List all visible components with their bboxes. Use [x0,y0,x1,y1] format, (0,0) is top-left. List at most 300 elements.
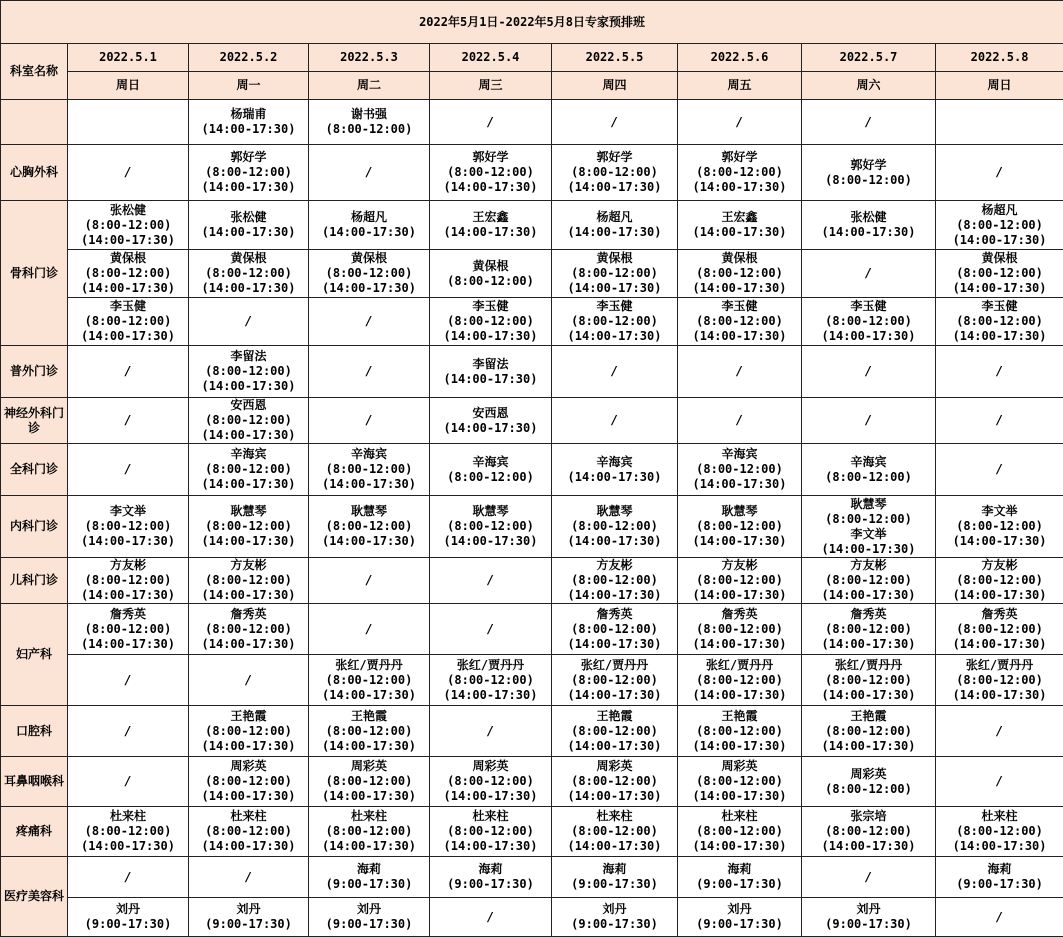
doctor-name: 刘丹 [678,902,801,917]
schedule-cell [936,346,1063,398]
schedule-cell [678,201,802,250]
time-slot: (8:00-12:00) [189,364,308,379]
schedule-cell [309,857,430,898]
time-slot: (14:00-17:30) [678,180,801,195]
doctor-name: 詹秀英 [552,607,677,622]
doctor-name: 张红/贾丹丹 [552,658,677,673]
schedule-cell [189,201,309,250]
time-slot: (8:00-12:00) [802,173,935,188]
date-header: 2022.5.6 [678,44,802,72]
time-slot: (8:00-12:00) [68,622,188,637]
no-schedule-mark: / [309,573,429,588]
schedule-row [1,298,1063,346]
schedule-cell [68,706,189,757]
doctor-name: 李玉健 [936,299,1063,314]
schedule-row [1,346,1063,398]
time-slot: (8:00-12:00) [936,314,1063,329]
time-slot: (14:00-17:30) [309,534,429,549]
schedule-cell [430,706,552,757]
no-schedule-mark: / [68,673,188,688]
no-schedule-mark: / [68,413,188,428]
schedule-cell [552,100,678,145]
time-slot: (8:00-12:00) [309,266,429,281]
no-schedule-mark: / [309,364,429,379]
schedule-row [1,898,1063,937]
schedule-row [1,558,1063,604]
doctor-name: 耿慧琴 [802,497,935,512]
doctor-name: 海莉 [309,862,429,877]
time-slot: (8:00-12:00) [802,573,935,588]
time-slot: (14:00-17:30) [189,477,308,492]
time-slot: (8:00-12:00) [802,314,935,329]
schedule-cell [678,807,802,857]
time-slot: (14:00-17:30) [802,739,935,754]
schedule-cell [189,298,309,346]
department-name: 妇产科 [1,604,68,706]
schedule-cell [802,444,936,496]
schedule-cell [189,496,309,558]
schedule-cell [552,655,678,706]
time-slot: (14:00-17:30) [430,329,551,344]
schedule-cell [678,857,802,898]
doctor-name: 辛海宾 [189,447,308,462]
schedule-cell [430,145,552,201]
doctor-name: 杨超凡 [552,210,677,225]
schedule-cell [802,496,936,558]
schedule-cell [552,807,678,857]
doctor-name: 谢书强 [309,107,429,122]
doctor-name: 王艳霞 [552,709,677,724]
time-slot: (8:00-12:00) [68,519,188,534]
time-slot: (14:00-17:30) [678,688,801,703]
time-slot: (14:00-17:30) [802,588,935,603]
schedule-cell [309,496,430,558]
schedule-cell [189,604,309,655]
doctor-name: 安西恩 [189,398,308,413]
time-slot: (14:00-17:30) [189,122,308,137]
department-name: 口腔科 [1,706,68,757]
time-slot: (8:00-12:00) [802,470,935,485]
doctor-name: 李玉健 [430,299,551,314]
doctor-name: 海莉 [552,862,677,877]
department-name: 骨科门诊 [1,201,68,346]
doctor-name: 刘丹 [68,902,188,917]
time-slot: (8:00-12:00) [678,774,801,789]
schedule-cell [309,201,430,250]
no-schedule-mark: / [936,165,1063,180]
time-slot: (9:00-17:30) [552,877,677,892]
schedule-cell [552,298,678,346]
time-slot: (9:00-17:30) [309,877,429,892]
schedule-cell [430,558,552,604]
time-slot: (14:00-17:30) [936,688,1063,703]
schedule-cell [936,145,1063,201]
doctor-name: 方友彬 [552,558,677,573]
no-schedule-mark: / [430,724,551,739]
no-schedule-mark: / [678,364,801,379]
doctor-name: 王艳霞 [309,709,429,724]
time-slot: (8:00-12:00) [936,218,1063,233]
schedule-cell [802,655,936,706]
no-schedule-mark: / [68,364,188,379]
time-slot: (14:00-17:30) [189,789,308,804]
no-schedule-mark: / [936,364,1063,379]
time-slot: (8:00-12:00) [189,462,308,477]
doctor-name: 李玉健 [802,299,935,314]
schedule-cell [802,898,936,937]
schedule-cell [936,496,1063,558]
schedule-cell [936,807,1063,857]
doctor-name: 刘丹 [309,902,429,917]
doctor-name: 李留法 [430,357,551,372]
time-slot: (8:00-12:00) [552,266,677,281]
doctor-name: 张宗培 [802,809,935,824]
schedule-cell [936,706,1063,757]
time-slot: (14:00-17:30) [189,281,308,296]
doctor-name: 海莉 [678,862,801,877]
doctor-name: 刘丹 [189,902,308,917]
no-schedule-mark: / [68,724,188,739]
schedule-row [1,398,1063,444]
schedule-cell [309,655,430,706]
doctor-name: 杜来柱 [678,809,801,824]
schedule-cell [552,444,678,496]
schedule-cell [68,807,189,857]
no-schedule-mark: / [936,462,1063,477]
time-slot: (8:00-12:00) [430,274,551,289]
time-slot: (8:00-12:00) [552,165,677,180]
schedule-cell [678,444,802,496]
date-header: 2022.5.8 [936,44,1063,72]
doctor-name: 刘丹 [552,902,677,917]
doctor-name: 张松健 [189,210,308,225]
schedule-cell [189,857,309,898]
time-slot: (8:00-12:00) [802,824,935,839]
time-slot: (14:00-17:30) [309,281,429,296]
time-slot: (14:00-17:30) [678,477,801,492]
no-schedule-mark: / [68,462,188,477]
schedule-cell [68,250,189,298]
schedule-cell [802,298,936,346]
schedule-cell [936,444,1063,496]
time-slot: (8:00-12:00) [552,622,677,637]
schedule-cell [552,757,678,807]
time-slot: (8:00-12:00) [430,470,551,485]
time-slot: (14:00-17:30) [430,421,551,436]
time-slot: (8:00-12:00) [68,314,188,329]
schedule-row [1,201,1063,250]
schedule-cell [68,100,189,145]
schedule-cell [678,298,802,346]
time-slot: (14:00-17:30) [430,789,551,804]
schedule-cell [68,398,189,444]
schedule-cell [936,898,1063,937]
doctor-name: 李玉健 [552,299,677,314]
department-name: 内科门诊 [1,496,68,558]
date-header: 2022.5.3 [309,44,430,72]
schedule-cell [309,604,430,655]
time-slot: (8:00-12:00) [678,824,801,839]
doctor-name: 张松健 [802,210,935,225]
doctor-name: 安西恩 [430,406,551,421]
schedule-cell [68,857,189,898]
no-schedule-mark: / [309,314,429,329]
no-schedule-mark: / [430,910,551,925]
schedule-cell [678,604,802,655]
time-slot: (14:00-17:30) [678,739,801,754]
schedule-cell [189,807,309,857]
time-slot: (8:00-12:00) [430,824,551,839]
time-slot: (14:00-17:30) [678,588,801,603]
time-slot: (14:00-17:30) [189,839,308,854]
time-slot: (9:00-17:30) [802,917,935,932]
doctor-name: 方友彬 [802,558,935,573]
doctor-name: 李玉健 [68,299,188,314]
no-schedule-mark: / [802,870,935,885]
time-slot: (14:00-17:30) [552,789,677,804]
schedule-cell [802,398,936,444]
time-slot: (14:00-17:30) [68,637,188,652]
schedule-cell [430,100,552,145]
doctor-name: 周彩英 [678,759,801,774]
schedule-cell [309,757,430,807]
doctor-name: 黄保根 [189,251,308,266]
time-slot: (14:00-17:30) [552,839,677,854]
schedule-cell [309,398,430,444]
time-slot: (14:00-17:30) [189,739,308,754]
time-slot: (14:00-17:30) [678,329,801,344]
date-header: 2022.5.1 [68,44,189,72]
schedule-cell [802,807,936,857]
time-slot: (8:00-12:00) [936,573,1063,588]
time-slot: (8:00-12:00) [678,673,801,688]
schedule-row [1,857,1063,898]
schedule-cell [552,398,678,444]
schedule-cell [802,757,936,807]
schedule-cell [802,100,936,145]
weekday-header: 周五 [678,72,802,100]
time-slot: (14:00-17:30) [68,329,188,344]
doctor-name: 郭好学 [430,150,551,165]
time-slot: (14:00-17:30) [430,688,551,703]
schedule-cell [309,100,430,145]
doctor-name: 王宏鑫 [678,210,801,225]
doctor-name: 詹秀英 [68,607,188,622]
time-slot: (9:00-17:30) [678,877,801,892]
time-slot: (8:00-12:00) [68,573,188,588]
doctor-name: 方友彬 [678,558,801,573]
doctor-name: 杨超凡 [309,210,429,225]
time-slot: (14:00-17:30) [678,637,801,652]
schedule-cell [552,857,678,898]
time-slot: (9:00-17:30) [936,877,1063,892]
schedule-cell [309,444,430,496]
no-schedule-mark: / [552,413,677,428]
no-schedule-mark: / [936,724,1063,739]
doctor-name: 郭好学 [802,158,935,173]
time-slot: (9:00-17:30) [189,917,308,932]
schedule-cell [430,298,552,346]
doctor-name: 辛海宾 [552,455,677,470]
schedule-cell [802,604,936,655]
time-slot: (8:00-12:00) [68,824,188,839]
time-slot: (8:00-12:00) [68,266,188,281]
schedule-cell [802,346,936,398]
time-slot: (14:00-17:30) [552,180,677,195]
schedule-cell [802,145,936,201]
time-slot: (14:00-17:30) [802,637,935,652]
schedule-cell [430,201,552,250]
time-slot: (14:00-17:30) [678,225,801,240]
schedule-cell [936,558,1063,604]
schedule-cell [68,346,189,398]
time-slot: (14:00-17:30) [552,688,677,703]
schedule-cell [936,655,1063,706]
schedule-cell [189,100,309,145]
no-schedule-mark: / [802,266,935,281]
doctor-name: 张红/贾丹丹 [936,658,1063,673]
doctor-name: 詹秀英 [936,607,1063,622]
department-name: 心胸外科 [1,145,68,201]
doctor-name: 黄保根 [552,251,677,266]
time-slot: (8:00-12:00) [552,724,677,739]
time-slot: (9:00-17:30) [309,917,429,932]
time-slot: (14:00-17:30) [802,329,935,344]
department-name: 普外门诊 [1,346,68,398]
no-schedule-mark: / [936,774,1063,789]
schedule-cell [68,496,189,558]
weekday-header: 周日 [936,72,1063,100]
time-slot: (14:00-17:30) [68,233,188,248]
time-slot: (14:00-17:30) [430,534,551,549]
doctor-name: 詹秀英 [802,607,935,622]
time-slot: (8:00-12:00) [189,724,308,739]
schedule-cell [68,898,189,937]
schedule-cell [309,898,430,937]
time-slot: (8:00-12:00) [936,266,1063,281]
time-slot: (8:00-12:00) [189,519,308,534]
no-schedule-mark: / [936,413,1063,428]
time-slot: (14:00-17:30) [430,180,551,195]
time-slot: (8:00-12:00) [189,413,308,428]
schedule-row [1,604,1063,655]
time-slot: (8:00-12:00) [552,519,677,534]
schedule-cell [309,250,430,298]
time-slot: (14:00-17:30) [309,839,429,854]
time-slot: (8:00-12:00) [678,519,801,534]
schedule-row [1,145,1063,201]
doctor-name: 杜来柱 [552,809,677,824]
schedule-cell [936,857,1063,898]
doctor-name: 耿慧琴 [430,504,551,519]
schedule-cell [68,145,189,201]
time-slot: (14:00-17:30) [936,839,1063,854]
no-schedule-mark: / [430,115,551,130]
time-slot: (8:00-12:00) [430,519,551,534]
schedule-cell [552,201,678,250]
schedule-cell [68,757,189,807]
time-slot: (8:00-12:00) [430,774,551,789]
schedule-cell [678,706,802,757]
schedule-cell [309,558,430,604]
doctor-name: 耿慧琴 [309,504,429,519]
doctor-name: 杜来柱 [309,809,429,824]
time-slot: (14:00-17:30) [936,637,1063,652]
time-slot: (14:00-17:30) [678,534,801,549]
doctor-name: 海莉 [430,862,551,877]
schedule-cell [430,250,552,298]
time-slot: (14:00-17:30) [189,428,308,443]
schedule-cell [68,604,189,655]
schedule-cell [936,398,1063,444]
no-schedule-mark: / [678,413,801,428]
schedule-cell [678,496,802,558]
schedule-cell [68,444,189,496]
time-slot: (8:00-12:00) [936,673,1063,688]
time-slot: (14:00-17:30) [552,588,677,603]
time-slot: (8:00-12:00) [552,673,677,688]
schedule-cell [936,201,1063,250]
time-slot: (14:00-17:30) [802,839,935,854]
schedule-cell [678,655,802,706]
no-schedule-mark: / [189,314,308,329]
doctor-name: 郭好学 [678,150,801,165]
time-slot: (14:00-17:30) [552,534,677,549]
schedule-cell [309,706,430,757]
time-slot: (14:00-17:30) [936,534,1063,549]
schedule-cell [430,604,552,655]
no-schedule-mark: / [309,413,429,428]
doctor-name: 李文举 [936,504,1063,519]
time-slot: (8:00-12:00) [189,824,308,839]
schedule-cell [936,298,1063,346]
schedule-cell [936,757,1063,807]
no-schedule-mark: / [552,115,677,130]
schedule-cell [189,250,309,298]
doctor-name: 张松健 [68,203,188,218]
schedule-cell [189,558,309,604]
schedule-cell [936,604,1063,655]
time-slot: (14:00-17:30) [678,839,801,854]
department-name: 耳鼻咽喉科 [1,757,68,807]
schedule-cell [552,706,678,757]
schedule-cell [802,201,936,250]
time-slot: (8:00-12:00) [68,218,188,233]
doctor-name: 郭好学 [189,150,308,165]
schedule-cell [936,250,1063,298]
schedule-cell [678,346,802,398]
time-slot: (8:00-12:00) [189,573,308,588]
schedule-cell [189,757,309,807]
time-slot: (14:00-17:30) [552,225,677,240]
doctor-name: 张红/贾丹丹 [678,658,801,673]
time-slot: (14:00-17:30) [68,588,188,603]
time-slot: (14:00-17:30) [189,637,308,652]
time-slot: (14:00-17:30) [552,637,677,652]
time-slot: (8:00-12:00) [678,724,801,739]
doctor-name: 王宏鑫 [430,210,551,225]
date-header: 2022.5.7 [802,44,936,72]
doctor-name: 张红/贾丹丹 [802,658,935,673]
time-slot: (8:00-12:00) [802,622,935,637]
schedule-cell [802,706,936,757]
time-slot: (14:00-17:30) [802,542,935,557]
time-slot: (8:00-12:00) [189,165,308,180]
schedule-cell [552,496,678,558]
time-slot: (14:00-17:30) [552,470,677,485]
time-slot: (8:00-12:00) [936,519,1063,534]
schedule-cell [552,558,678,604]
